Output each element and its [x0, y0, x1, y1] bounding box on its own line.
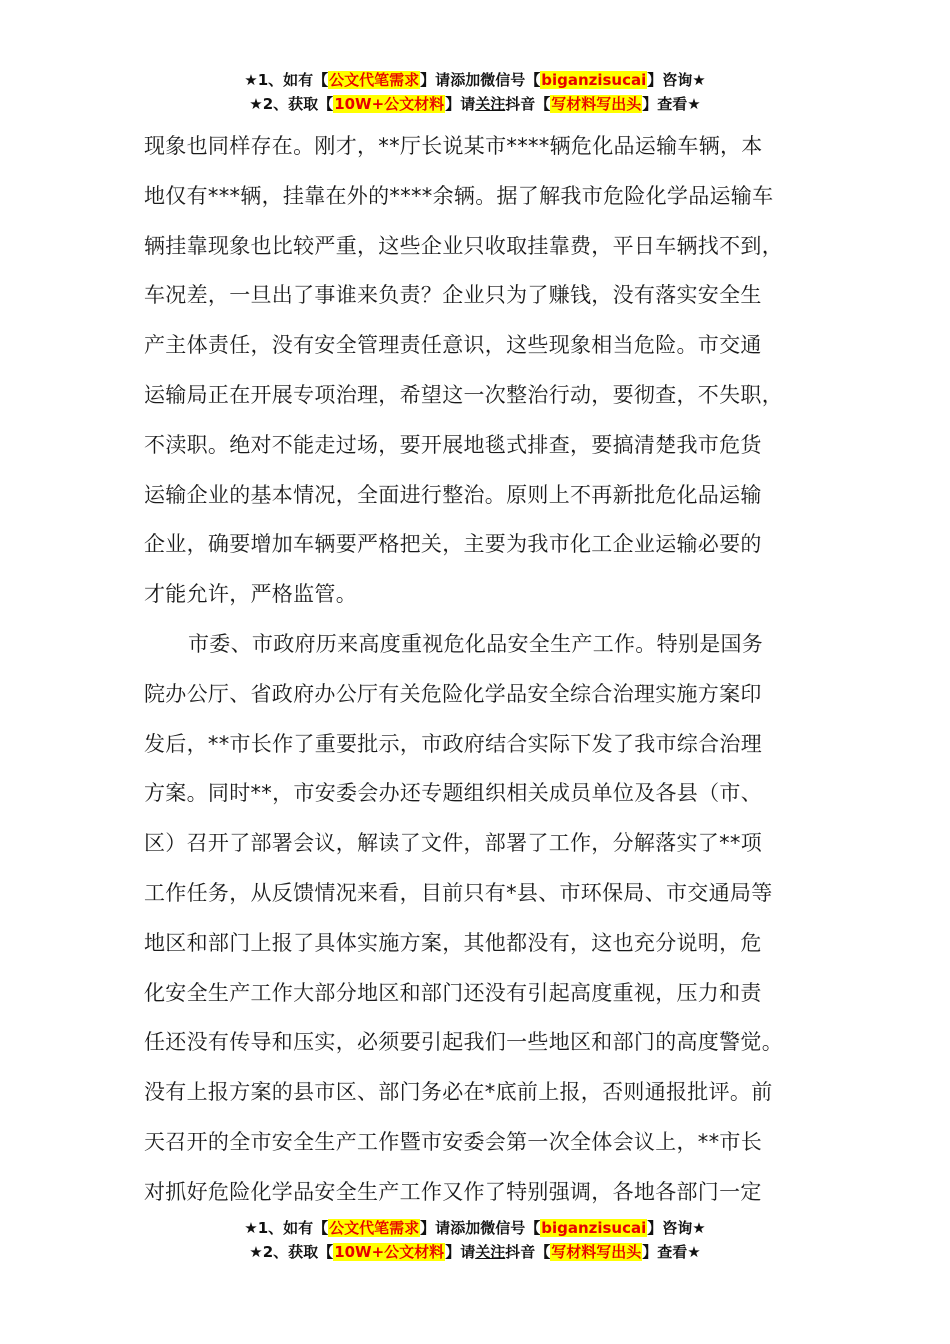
highlight-wechat-id: biganzisucai	[541, 1219, 647, 1237]
highlight-service: 公文代笔需求	[329, 71, 420, 89]
text-line: 对抓好危险化学品安全生产工作又作了特别强调，各地各部门一定	[144, 1179, 762, 1204]
header-banner	[0, 68, 950, 116]
text-line: 辆挂靠现象也比较严重，这些企业只收取挂靠费，平日车辆找不到，	[144, 233, 783, 258]
footer-banner	[0, 1216, 950, 1264]
text-line: 方案。同时**，市安委会办还专题组织相关成员单位及各县（市、	[144, 781, 762, 806]
highlight-douyin: 写材料写出头	[551, 1243, 642, 1261]
banner-line-2: ★2、获取【10W+公文材料】请关注抖音【写材料写出头】查看★	[249, 1243, 701, 1261]
text-line: 工作任务，从反馈情况来看，目前只有*县、市环保局、市交通局等	[144, 880, 773, 905]
text-line-paragraph-start: 市委、市政府历来高度重视危化品安全生产工作。特别是国务	[188, 631, 764, 656]
text-line: 区）召开了部署会议，解读了文件，部署了工作，分解落实了**项	[144, 831, 762, 856]
text-line: 车况差，一旦出了事谁来负责？企业只为了赚钱，没有落实安全生	[144, 283, 762, 308]
text-line: 运输局正在开展专项治理，希望这一次整治行动，要彻查，不失职，	[144, 382, 783, 407]
text-line: 现象也同样存在。刚才，**厅长说某市****辆危化品运输车辆，本	[144, 134, 763, 158]
highlight-douyin: 写材料写出头	[551, 95, 642, 113]
banner-line-2: ★2、获取【10W+公文材料】请关注抖音【写材料写出头】查看★	[249, 95, 701, 113]
text-line: 企业，确要增加车辆要严格把关，主要为我市化工企业运输必要的	[144, 532, 762, 557]
text-line: 产主体责任，没有安全管理责任意识，这些现象相当危险。市交通	[144, 333, 762, 358]
text-line: 天召开的全市安全生产工作暨市安委会第一次全体会议上，**市长	[144, 1129, 762, 1154]
text-line: 化安全生产工作大部分地区和部门还没有引起高度重视，压力和责	[144, 980, 762, 1005]
highlight-materials: 10W+公文材料	[334, 95, 445, 113]
text-line: 才能允许，严格监管。	[144, 582, 357, 607]
text-line: 地仅有***辆，挂靠在外的****余辆。据了解我市危险化学品运输车	[144, 183, 774, 208]
text-line: 任还没有传导和压实，必须要引起我们一些地区和部门的高度警觉。	[144, 1030, 783, 1055]
document-body	[144, 122, 834, 1218]
banner-line-1: ★1、如有【公文代笔需求】请添加微信号【biganzisucai】咨询★	[244, 71, 706, 89]
text-line: 不渎职。绝对不能走过场，要开展地毯式排查，要搞清楚我市危货	[144, 432, 762, 457]
text-line: 没有上报方案的县市区、部门务必在*底前上报，否则通报批评。前	[144, 1080, 773, 1105]
text-line: 运输企业的基本情况，全面进行整治。原则上不再新批危化品运输	[144, 482, 762, 507]
text-line: 发后，**市长作了重要批示，市政府结合实际下发了我市综合治理	[144, 731, 762, 756]
highlight-service: 公文代笔需求	[329, 1219, 420, 1237]
text-line: 地区和部门上报了具体实施方案，其他都没有，这也充分说明，危	[144, 930, 762, 955]
text-line: 院办公厅、省政府办公厅有关危险化学品安全综合治理实施方案印	[144, 681, 762, 706]
highlight-wechat-id: biganzisucai	[541, 71, 647, 89]
banner-line-1: ★1、如有【公文代笔需求】请添加微信号【biganzisucai】咨询★	[244, 1219, 706, 1237]
highlight-materials: 10W+公文材料	[334, 1243, 445, 1261]
